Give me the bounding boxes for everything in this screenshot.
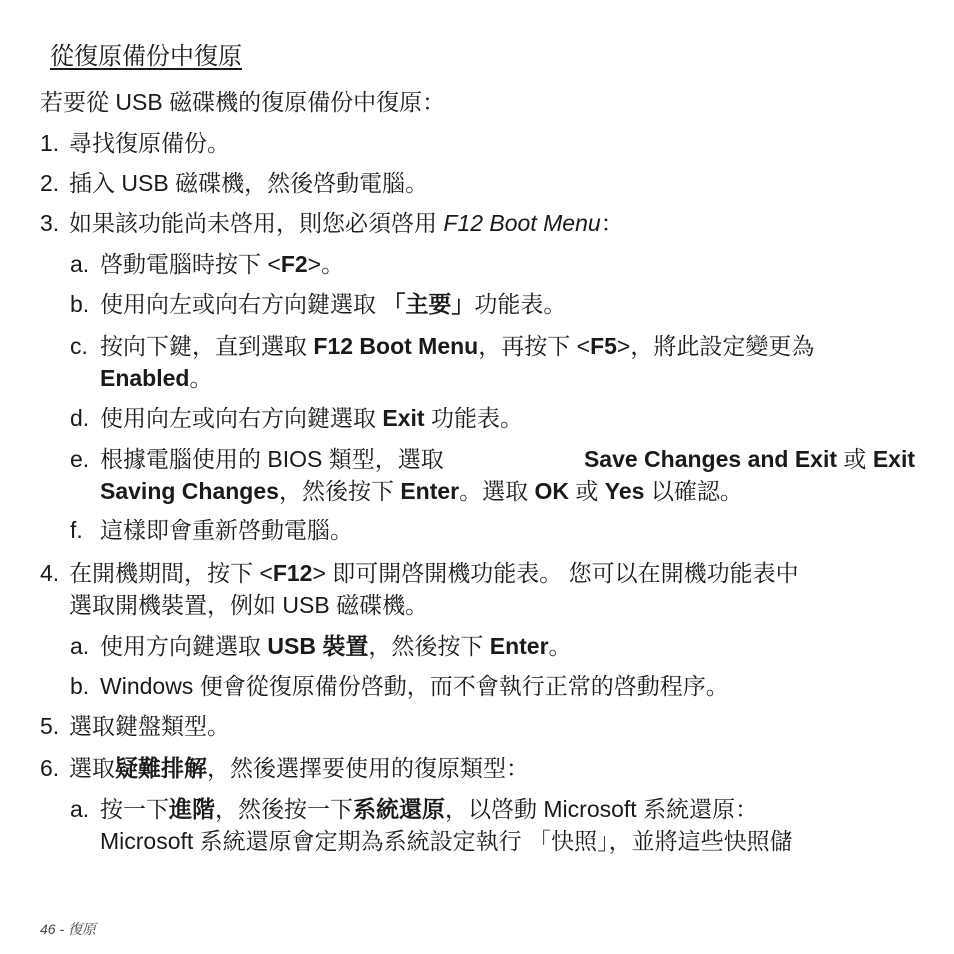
substep-text: 或	[837, 446, 873, 472]
substep-letter: e.	[70, 446, 90, 472]
substep-letter: d.	[70, 405, 90, 431]
substep-text: 按一下	[100, 796, 169, 822]
key-f2: F2	[280, 251, 308, 277]
substep-text: ，以啓動 Microsoft 系統還原：	[445, 796, 759, 822]
substep-letter: b.	[70, 291, 90, 317]
substep-letter: b.	[70, 673, 90, 699]
step-3e	[70, 443, 915, 475]
substep-text: Windows 便會從復原備份啓動，而不會執行正常的啓動程序。	[100, 673, 729, 699]
substep-text: 功能表。	[424, 405, 523, 431]
page-footer: 46 - 復原	[40, 921, 97, 937]
substep-text: 或	[569, 478, 605, 504]
step-6a	[70, 793, 758, 825]
step-3c-continued	[100, 362, 212, 394]
section-heading: 從復原備份中復原	[50, 43, 242, 70]
substep-text: 這樣即會重新啓動電腦。	[100, 517, 353, 543]
option-yes: Yes	[604, 478, 645, 504]
step-3a	[70, 248, 344, 280]
step-number: 5.	[40, 713, 60, 739]
substep-text: 根據電腦使用的 BIOS 類型，選取	[100, 446, 444, 472]
substep-text: 按向下鍵，直到選取	[100, 333, 314, 359]
step-6a-continued: Microsoft 系統還原會定期為系統設定執行 「快照」，並將這些快照儲	[100, 828, 793, 854]
substep-text: >，將此設定變更為	[616, 333, 815, 359]
step-4b	[70, 670, 729, 702]
option-system-restore: 系統還原	[353, 796, 445, 822]
step-number: 3.	[40, 210, 60, 236]
option-advanced: 進階	[169, 796, 215, 822]
substep-text: 功能表。	[474, 291, 567, 317]
step-text: 選取	[69, 755, 115, 781]
menu-exit: Exit	[382, 405, 425, 431]
step-3b	[70, 288, 566, 320]
step-4	[40, 557, 799, 589]
key-f12: F12	[272, 560, 313, 586]
step-number: 4.	[40, 560, 60, 586]
substep-text: 。選取	[459, 478, 535, 504]
option-f12-boot-menu: F12 Boot Menu	[313, 333, 479, 359]
step-text: 在開機期間，按下 <	[69, 560, 273, 586]
step-4-continued: 選取開機裝置，例如 USB 磁碟機。	[69, 592, 429, 618]
substep-letter: c.	[70, 333, 88, 359]
step-text: 如果該功能尚未啓用，則您必須啓用	[69, 210, 444, 236]
substep-text: ，然後按下	[278, 478, 401, 504]
substep-letter: a.	[70, 633, 90, 659]
step-3f	[70, 514, 353, 546]
step-text: ，然後選擇要使用的復原類型：	[207, 755, 529, 781]
step-number: 1.	[40, 130, 60, 156]
substep-text: >。	[307, 251, 345, 277]
step-number: 6.	[40, 755, 60, 781]
substep-text: 以確認。	[644, 478, 743, 504]
key-enter: Enter	[400, 478, 460, 504]
step-emphasis: F12 Boot Menu	[443, 210, 601, 236]
option-exit: Exit	[872, 446, 915, 472]
substep-text: ，然後按一下	[215, 796, 353, 822]
step-text: 尋找復原備份。	[69, 130, 230, 156]
substep-text: 。	[548, 633, 572, 659]
substep-text: ，再按下 <	[478, 333, 591, 359]
option-usb-device: USB 裝置	[267, 633, 369, 659]
intro-text: 若要從 USB 磁碟機的復原備份中復原：	[40, 89, 446, 115]
substep-letter: a.	[70, 251, 90, 277]
step-3e-continued	[100, 475, 743, 507]
substep-text: 。	[189, 365, 213, 391]
substep-text: 使用向左或向右方向鍵選取	[100, 291, 383, 317]
step-1	[40, 127, 230, 159]
option-troubleshoot: 疑難排解	[115, 755, 207, 781]
key-f5: F5	[590, 333, 617, 359]
substep-text: 啓動電腦時按下 <	[100, 251, 281, 277]
value-enabled: Enabled	[100, 365, 190, 391]
step-6	[40, 752, 529, 784]
substep-letter: a.	[70, 796, 90, 822]
substep-text: 使用方向鍵選取	[100, 633, 268, 659]
substep-text: ，然後按下	[368, 633, 490, 659]
step-text: > 即可開啓開機功能表。 您可以在開機功能表中	[312, 560, 799, 586]
step-number: 2.	[40, 170, 60, 196]
option-saving-changes: Saving Changes	[100, 478, 279, 504]
step-3d	[70, 402, 523, 434]
key-enter: Enter	[489, 633, 549, 659]
step-5	[40, 710, 230, 742]
substep-letter: f.	[70, 517, 83, 543]
substep-text: 使用向左或向右方向鍵選取	[100, 405, 383, 431]
menu-main: 「主要」	[382, 291, 475, 317]
step-text: 插入 USB 磁碟機，然後啓動電腦。	[69, 170, 429, 196]
step-text: 選取鍵盤類型。	[69, 713, 230, 739]
step-2	[40, 167, 428, 199]
option-save-changes-and-exit: Save Changes and Exit	[583, 446, 838, 472]
step-text: ：	[600, 210, 624, 236]
step-3	[40, 207, 624, 239]
step-3c	[70, 330, 814, 362]
step-4a	[70, 630, 572, 662]
option-ok: OK	[534, 478, 570, 504]
